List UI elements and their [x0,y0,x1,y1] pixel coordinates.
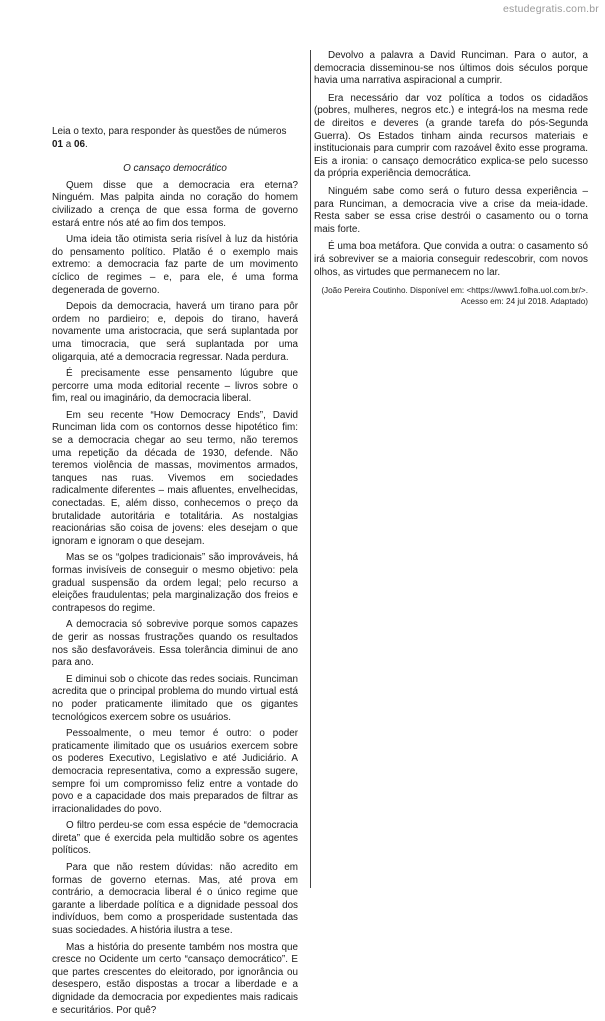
source-line: Acesso em: 24 jul 2018. Adaptado) [461,297,588,307]
question-end: 06 [73,138,85,150]
article-paragraph: Era necessário dar voz política a todos os cidadãos (pobres, mulheres, negros etc.) e integrá-los na mesma rede de direitos e deveres (a grande tarefa do pós-Segunda Guerra). Os Estados tinham ainda recursos materiais e institucionais para cumprir com razoável êxito esse programa. Eis a ironia: o cansaço democrático explica-se pelo sucesso da própria experiência democrática. [314,92,588,180]
instructions-connector: a [62,138,74,150]
article-paragraph: Depois da democracia, haverá um tirano para pôr ordem no pardieiro; e, depois do tirano, haverá novamente uma aristocracia, que será suplantada por uma timocracia, que será suplantada por uma oligarquia, até a democracia regressar. Nada perdura. [52,301,298,363]
article-paragraph: Quem disse que a democracia era eterna? Ninguém. Mas palpita ainda no coração do homem civilizado a crença de que essa forma de governo estará entre nós até ao fim dos tempos. [52,179,298,229]
right-column [314,50,588,307]
article-paragraph: É uma boa metáfora. Que convida a outra: o casamento só irá sobreviver se a maioria conseguir redescobrir, com novos olhos, as virtudes que permanecem no lar. [314,241,588,278]
article-paragraph: Mas a história do presente também nos mostra que cresce no Ocidente um certo “cansaço democrático”. E que partes crescentes do eleitorado, por ignorância ou desespero, estão dispostas a trocar a liberdade e a dignidade da democracia por expedientes mais radicais e securitários. Por quê? [52,941,298,1016]
instructions-text: Leia o texto, para responder às questões de números [52,126,287,137]
article-paragraph: É precisamente esse pensamento lúgubre que percorre uma moda editorial recente – livros sobre o fim, real ou imaginário, da democracia liberal. [52,368,298,405]
instructions-end: . [84,138,88,150]
article-paragraph: Em seu recente “How Democracy Ends”, David Runciman lida com os contornos desse hipotético fim: se a democracia chegar ao seu termo, não teremos uma repetição da década de 1930, defende. Não teremos violência de massas, movimentos armados, tanques nas ruas. Vivemos em sociedades radicalmente diferentes – mais afluentes, envelhecidas, conectadas. E, além disso, conhecemos o preço da brutalidade autoritária e totalitária. As nostalgias reacionárias são coisa de jovens: eles desejam o que ignoram e ignoram o que desejam. [52,409,298,547]
source-line: (João Pereira Coutinho. Disponível em: <https://www1.folha.uol.com.br/>. [321,286,588,296]
instructions [52,126,298,151]
article-paragraph: E diminui sob o chicote das redes sociais. Runciman acredita que o principal problema do mundo virtual está no poder praticamente ilimitado que os gigantes tecnológicos exercem sobre os usuários. [52,673,298,723]
source-citation [314,285,588,307]
watermark: estudegratis.com.br [502,3,599,15]
article-paragraph: Mas se os “golpes tradicionais” são improváveis, há formas invisíveis de conseguir o mesmo objetivo: pela gradual suspensão da ordem legal; pelo recurso a eleições fraudulentas; pela marginalização dos freios e contrapesos do regime. [52,552,298,614]
article-paragraph: Para que não restem dúvidas: não acredito em formas de governo eternas. Mas, até prova em contrário, a democracia liberal é o único regime que garante a liberdade política e a dignidade pessoal dos indivíduos, bem como a prosperidade sustentada das suas sociedades. A história ilustra a tese. [52,862,298,937]
article-paragraph: Ninguém sabe como será o futuro dessa experiência – para Runciman, a democracia vive a crise da meia-idade. Resta saber se essa crise destrói o casamento ou o torna mais forte. [314,185,588,235]
article-paragraph: Uma ideia tão otimista seria risível à luz da história do pensamento político. Platão é o exemplo mais extremo: a democracia faz parte de um movimento cíclico de regimes – e, para ele, é uma forma degenerada de governo. [52,234,298,296]
article-paragraph: Devolvo a palavra a David Runciman. Para o autor, a democracia disseminou-se nos últimos dois séculos porque havia uma narrativa aspiracional a cumprir. [314,50,588,87]
article-paragraph: Pessoalmente, o meu temor é outro: o poder praticamente ilimitado que os usuários exercem sobre os poderes Executivo, Legislativo e até Judiciário. A democracia representativa, como a expressão sugere, sempre foi um compromisso feliz entre a vontade do povo e a capacidade dos mais preparados de filtrar as irracionalidades do povo. [52,728,298,815]
article-paragraph: O filtro perdeu-se com essa espécie de “democracia direta” que é exercida pela multidão sobre os agentes políticos. [52,820,298,857]
question-start: 01 [52,138,63,150]
article-paragraph: A democracia só sobrevive porque somos capazes de gerir as nossas frustrações quando os resultados nos são desfavoráveis. Essa tolerância diminui de ano para ano. [52,619,298,669]
article-title: O cansaço democrático [123,163,227,175]
column-divider [310,50,311,888]
left-column [52,126,298,1021]
